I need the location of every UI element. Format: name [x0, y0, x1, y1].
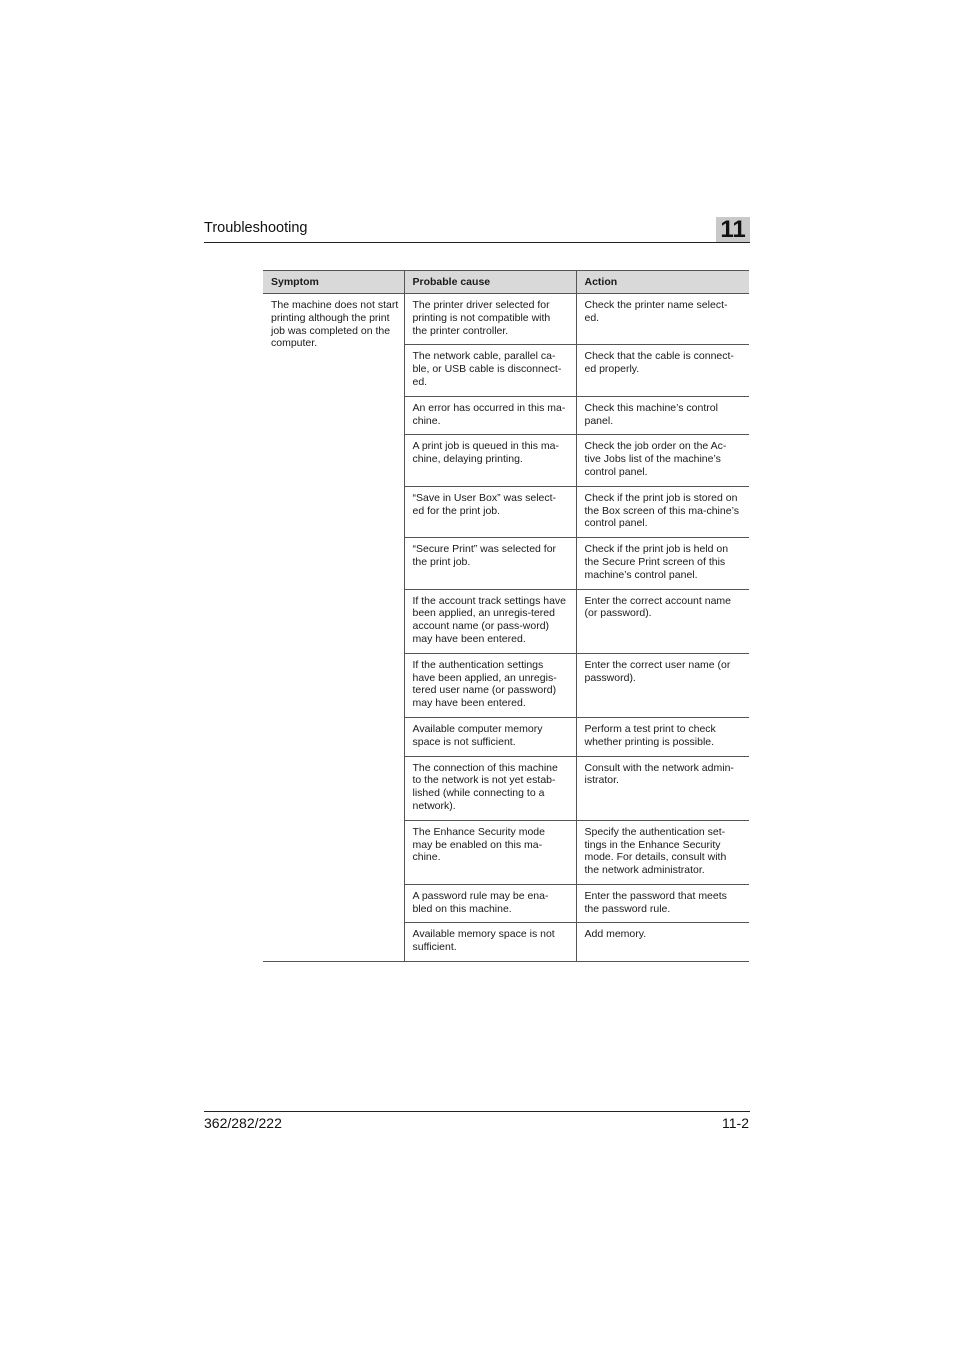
cause-cell: If the account track settings have been applied, an unregis-tered account name (or pass-word) may have been entered.	[404, 589, 576, 653]
cause-cell: Available computer memory space is not sufficient.	[404, 717, 576, 756]
action-cell: Perform a test print to check whether printing is possible.	[576, 717, 749, 756]
action-cell: Check if the print job is held on the Secure Print screen of this machine’s control panel.	[576, 538, 749, 589]
header-divider	[204, 242, 750, 243]
action-cell: Enter the correct user name (or password).	[576, 653, 749, 717]
table-header-row	[263, 271, 749, 294]
footer-divider	[204, 1111, 750, 1112]
cause-cell: The Enhance Security mode may be enabled on this ma-chine.	[404, 820, 576, 884]
cause-cell: “Save in User Box” was select-ed for the print job.	[404, 486, 576, 537]
footer-page-number: 11-2	[722, 1115, 749, 1131]
action-cell: Add memory.	[576, 923, 749, 962]
action-cell: Enter the correct account name (or password).	[576, 589, 749, 653]
action-cell: Consult with the network admin-istrator.	[576, 756, 749, 820]
page-header-title: Troubleshooting	[204, 220, 308, 236]
chapter-number-badge: 11	[716, 217, 750, 243]
cause-cell: A password rule may be ena-bled on this machine.	[404, 884, 576, 923]
troubleshooting-table	[263, 270, 749, 962]
action-cell: Check the printer name select-ed.	[576, 294, 749, 345]
cause-cell: The network cable, parallel ca-ble, or USB cable is disconnect-ed.	[404, 345, 576, 396]
symptom-cell: The machine does not start printing although the print job was completed on the computer.	[263, 294, 404, 962]
cause-cell: If the authentication settings have been applied, an unregis-tered user name (or password) may have been entered.	[404, 653, 576, 717]
cause-cell: The printer driver selected for printing is not compatible with the printer controller.	[404, 294, 576, 345]
cause-cell: A print job is queued in this ma-chine, delaying printing.	[404, 435, 576, 486]
action-cell: Check the job order on the Ac-tive Jobs list of the machine’s control panel.	[576, 435, 749, 486]
footer-model-number: 362/282/222	[204, 1115, 282, 1131]
cause-cell: An error has occurred in this ma-chine.	[404, 396, 576, 435]
cause-cell: Available memory space is not sufficient.	[404, 923, 576, 962]
table-row	[263, 294, 749, 345]
action-cell: Check that the cable is connect-ed properly.	[576, 345, 749, 396]
column-header-probable-cause: Probable cause	[404, 271, 576, 294]
column-header-action: Action	[576, 271, 749, 294]
cause-cell: The connection of this machine to the network is not yet estab-lished (while connecting to a network).	[404, 756, 576, 820]
cause-cell: “Secure Print” was selected for the print job.	[404, 538, 576, 589]
action-cell: Check if the print job is stored on the Box screen of this ma-chine’s control panel.	[576, 486, 749, 537]
action-cell: Check this machine’s control panel.	[576, 396, 749, 435]
column-header-symptom: Symptom	[263, 271, 404, 294]
action-cell: Specify the authentication set-tings in the Enhance Security mode. For details, consult with the network administrator.	[576, 820, 749, 884]
action-cell: Enter the password that meets the password rule.	[576, 884, 749, 923]
